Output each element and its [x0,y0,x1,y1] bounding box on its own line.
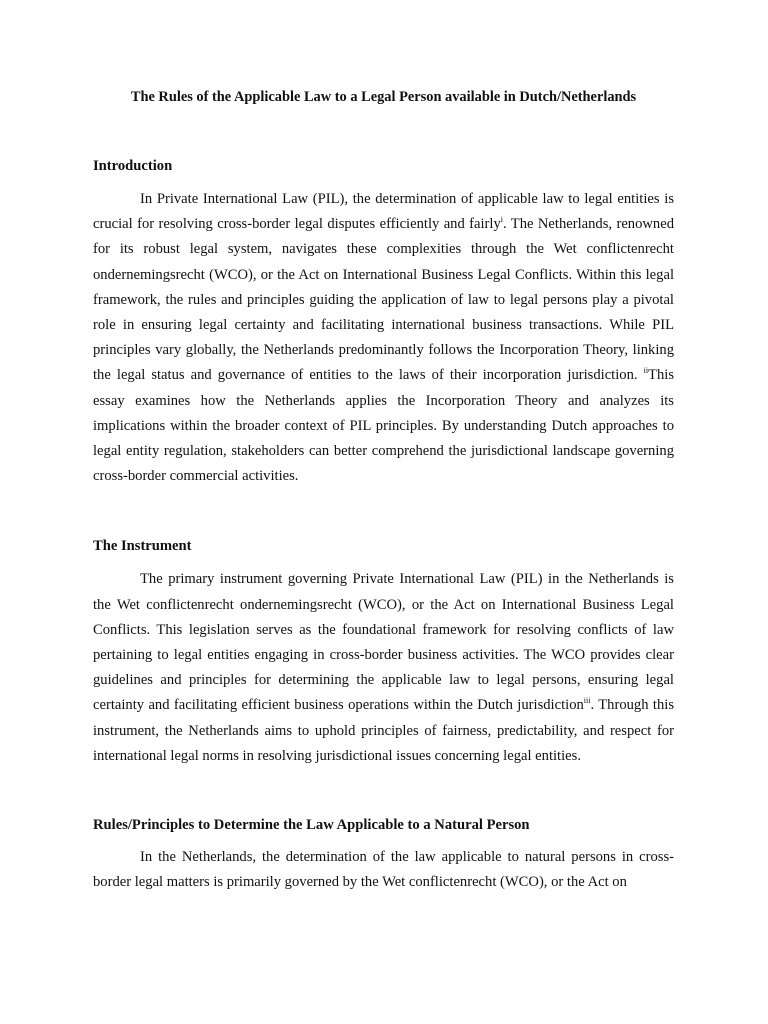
paragraph-rules [93,845,674,895]
section-heading-instrument: The Instrument [93,538,192,555]
paragraph-instrument [93,567,674,769]
paragraph-text: . The Netherlands, renowned for its robust legal system, navigates these complexities through the Wet conflictenrecht ondernemingsrecht (WCO), or the Act on International Business Legal Conflicts. Within this legal framework, the rules and principles guiding the application of law to legal persons play a pivotal role in ensuring legal certainty and facilitating international business transactions. While PIL principles vary globally, the Netherlands predominantly follows the Incorporation Theory, linking the legal status and governance of entities to the laws of their incorporation jurisdiction. [93,216,675,384]
endnote-ref-ii[interactable]: ii [643,366,649,376]
paragraph-text: In Private International Law (PIL), the determination of applicable law to legal entities is crucial for resolving cross-border legal disputes efficiently and fairly [93,191,674,233]
paragraph-text: This essay examines how the Netherlands applies the Incorporation Theory and analyzes its implications within the broader context of PIL principles. By understanding Dutch approaches to legal entity regulation, stakeholders can better comprehend the jurisdictional landscape governing cross-border commercial activities. [93,367,674,485]
paragraph-text: In the Netherlands, the determination of the law applicable to natural persons in cross-border legal matters is primarily governed by the Wet conflictenrecht (WCO), or the Act on [93,849,674,891]
document-page [93,86,674,895]
endnote-ref-i[interactable]: i [500,215,504,225]
paragraph-text: The primary instrument governing Private International Law (PIL) in the Netherlands is the Wet conflictenrecht ondernemingsrecht (WCO), or the Act on International Business Legal Conflicts. This legislation serves as the foundational framework for resolving conflicts of law pertaining to legal entities engaging in cross-border business activities. The WCO provides clear guidelines and principles for determining the applicable law to legal persons, ensuring legal certainty and facilitating efficient business operations within the Dutch jurisdiction [93,571,674,714]
paragraph-text: . Through this instrument, the Netherlands aims to uphold principles of fairness, predictability, and respect for international legal norms in resolving jurisdictional issues concerning legal entities. [93,697,674,764]
document-title: The Rules of the Applicable Law to a Legal Person available in Dutch/Netherlands [130,89,637,105]
paragraph-introduction [93,187,674,489]
section-heading-rules: Rules/Principles to Determine the Law Applicable to a Natural Person [93,817,530,834]
section-heading-introduction: Introduction [93,158,173,174]
endnote-ref-iii[interactable]: iii [583,696,591,706]
